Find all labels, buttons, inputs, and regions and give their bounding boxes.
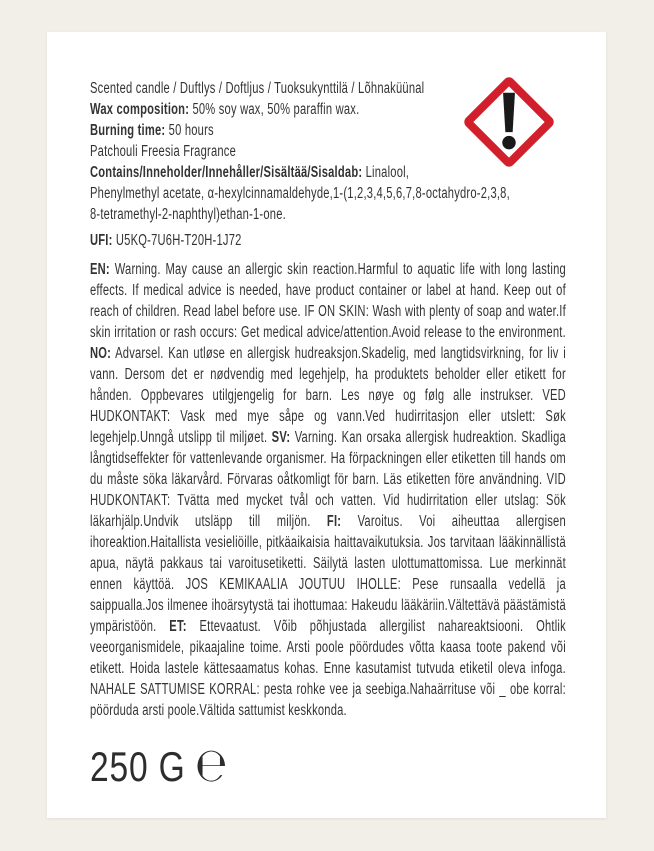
text-segment: Warning. May cause an allergic skin reaction.Harmful to aquatic life with long lasting effects. If medical advice is needed, have product container or label at hand. Keep out of reach of children. Read label before use. IF ON SKIN: Wash with plenty of soap and water.If skin irritation or rash occurs: Get medical advice/attention.Avoid release to the environment. xyxy=(90,261,566,341)
label-text-line xyxy=(90,141,566,162)
label-text-line xyxy=(90,204,566,225)
hazard-statements-paragraph xyxy=(90,259,566,721)
bold-text-segment: Contains/Inneholder/Innehåller/Sisältää/Sisaldab: xyxy=(90,164,363,181)
label-content xyxy=(90,78,566,793)
text-segment: Varning. Kan orsaka allergisk hudreaktion. Skadliga långtidseffekter för vattenlevande organismer. Ha förpackningen eller etiketten till hands om du måste söka läkarvård. Förvaras oåtkomligt för barn. Läs etiketten före användning. VID HUDKONTAKT: Tvätta med mycket tvål och vatten. Vid hudirritation eller utslag: Sök läkarhjälp.Undvik utsläpp till miljön. xyxy=(90,429,566,530)
net-weight xyxy=(90,738,471,793)
ufi-line xyxy=(90,230,566,251)
text-segment: 50 hours xyxy=(165,122,214,139)
text-segment: 8-tetramethyl-2-naphthyl)ethan-1-one. xyxy=(90,206,286,223)
text-segment: Varoitus. Voi aiheuttaa allergisen ihoreaktion.Haitallista vesieliöille, pitkäaikaisia haittavaikutuksia. Jos tarvitaan lääkinnällistä apua, näytä pakkaus tai varoitusetiketti. Säilytä lasten ulottumattomissa. Lue merkinnät ennen käyttöä. JOS KEMIKAALIA JOUTUU IHOLLE: Pese runsaalla vedellä ja saippualla.Jos ilmenee ihoärsytystä tai ihottumaa: Hakeudu lääkäriin.Vältettävä päästämistä ympäristöön. xyxy=(90,513,566,635)
product-label xyxy=(47,32,606,818)
net-weight-value: 250 G xyxy=(90,743,186,790)
bold-text-segment: UFI: xyxy=(90,232,113,249)
text-segment: Ettevaatust. Võib põhjustada allergilist nahareaktsiooni. Ohtlik veeorganismidele, pikaajaline toime. Arsti poole pöördudes võtta kaasa toote pakend või etikett. Hoida lastele kättesaamatus kohas. Enne kasutamist tutvuda etiketil oleva infoga. NAHALE SATTUMISE KORRAL: pesta rohke vee ja seebiga.Nahaärrituse või _ obe korral: pöörduda arsti poole.Vältida sattumist keskkonda. xyxy=(90,618,566,719)
label-text-line xyxy=(90,99,566,120)
text-segment: Advarsel. Kan utløse en allergisk hudreaksjon.Skadelig, med langtidsvirkning, for liv i vann. Dersom det er nødvendig med legehjelp, ha produktets beholder eller etikett for hånden. Oppbevares utilgjengelig for barn. Les nøye og følg alle instrukser. VED HUDKONTAKT: Vask med mye såpe og vann.Ved hudirritasjon eller utslett: Søk legehjelp.Unngå utslipp til miljøet. xyxy=(90,345,566,446)
header-block xyxy=(90,78,566,225)
estimated-sign-icon: ℮ xyxy=(195,738,229,793)
bold-text-segment: EN: xyxy=(90,261,110,278)
text-segment: Patchouli Freesia Fragrance xyxy=(90,143,237,160)
bold-text-segment: FI: xyxy=(326,513,342,530)
text-segment: Scented candle / Duftlys / Doftljus / Tuoksukynttilä / Lõhnaküünal xyxy=(90,80,425,97)
label-text-line xyxy=(90,183,566,204)
bold-text-segment: Burning time: xyxy=(90,122,166,139)
text-segment: U5KQ-7U6H-T20H-1J72 xyxy=(112,232,242,249)
label-text-line xyxy=(90,78,566,99)
text-segment: Linalool, xyxy=(362,164,410,181)
text-segment: 50% soy wax, 50% paraffin wax. xyxy=(189,101,360,118)
bold-text-segment: ET: xyxy=(169,618,187,635)
bold-text-segment: Wax composition: xyxy=(90,101,190,118)
bold-text-segment: NO: xyxy=(90,345,112,362)
bold-text-segment: SV: xyxy=(271,429,291,446)
label-text-line xyxy=(90,162,566,183)
text-segment: Phenylmethyl acetate, α-hexylcinnamaldehyde,1-(1,2,3,4,5,6,7,8-octahydro-2,3,8, xyxy=(90,185,510,202)
label-text-line xyxy=(90,120,566,141)
